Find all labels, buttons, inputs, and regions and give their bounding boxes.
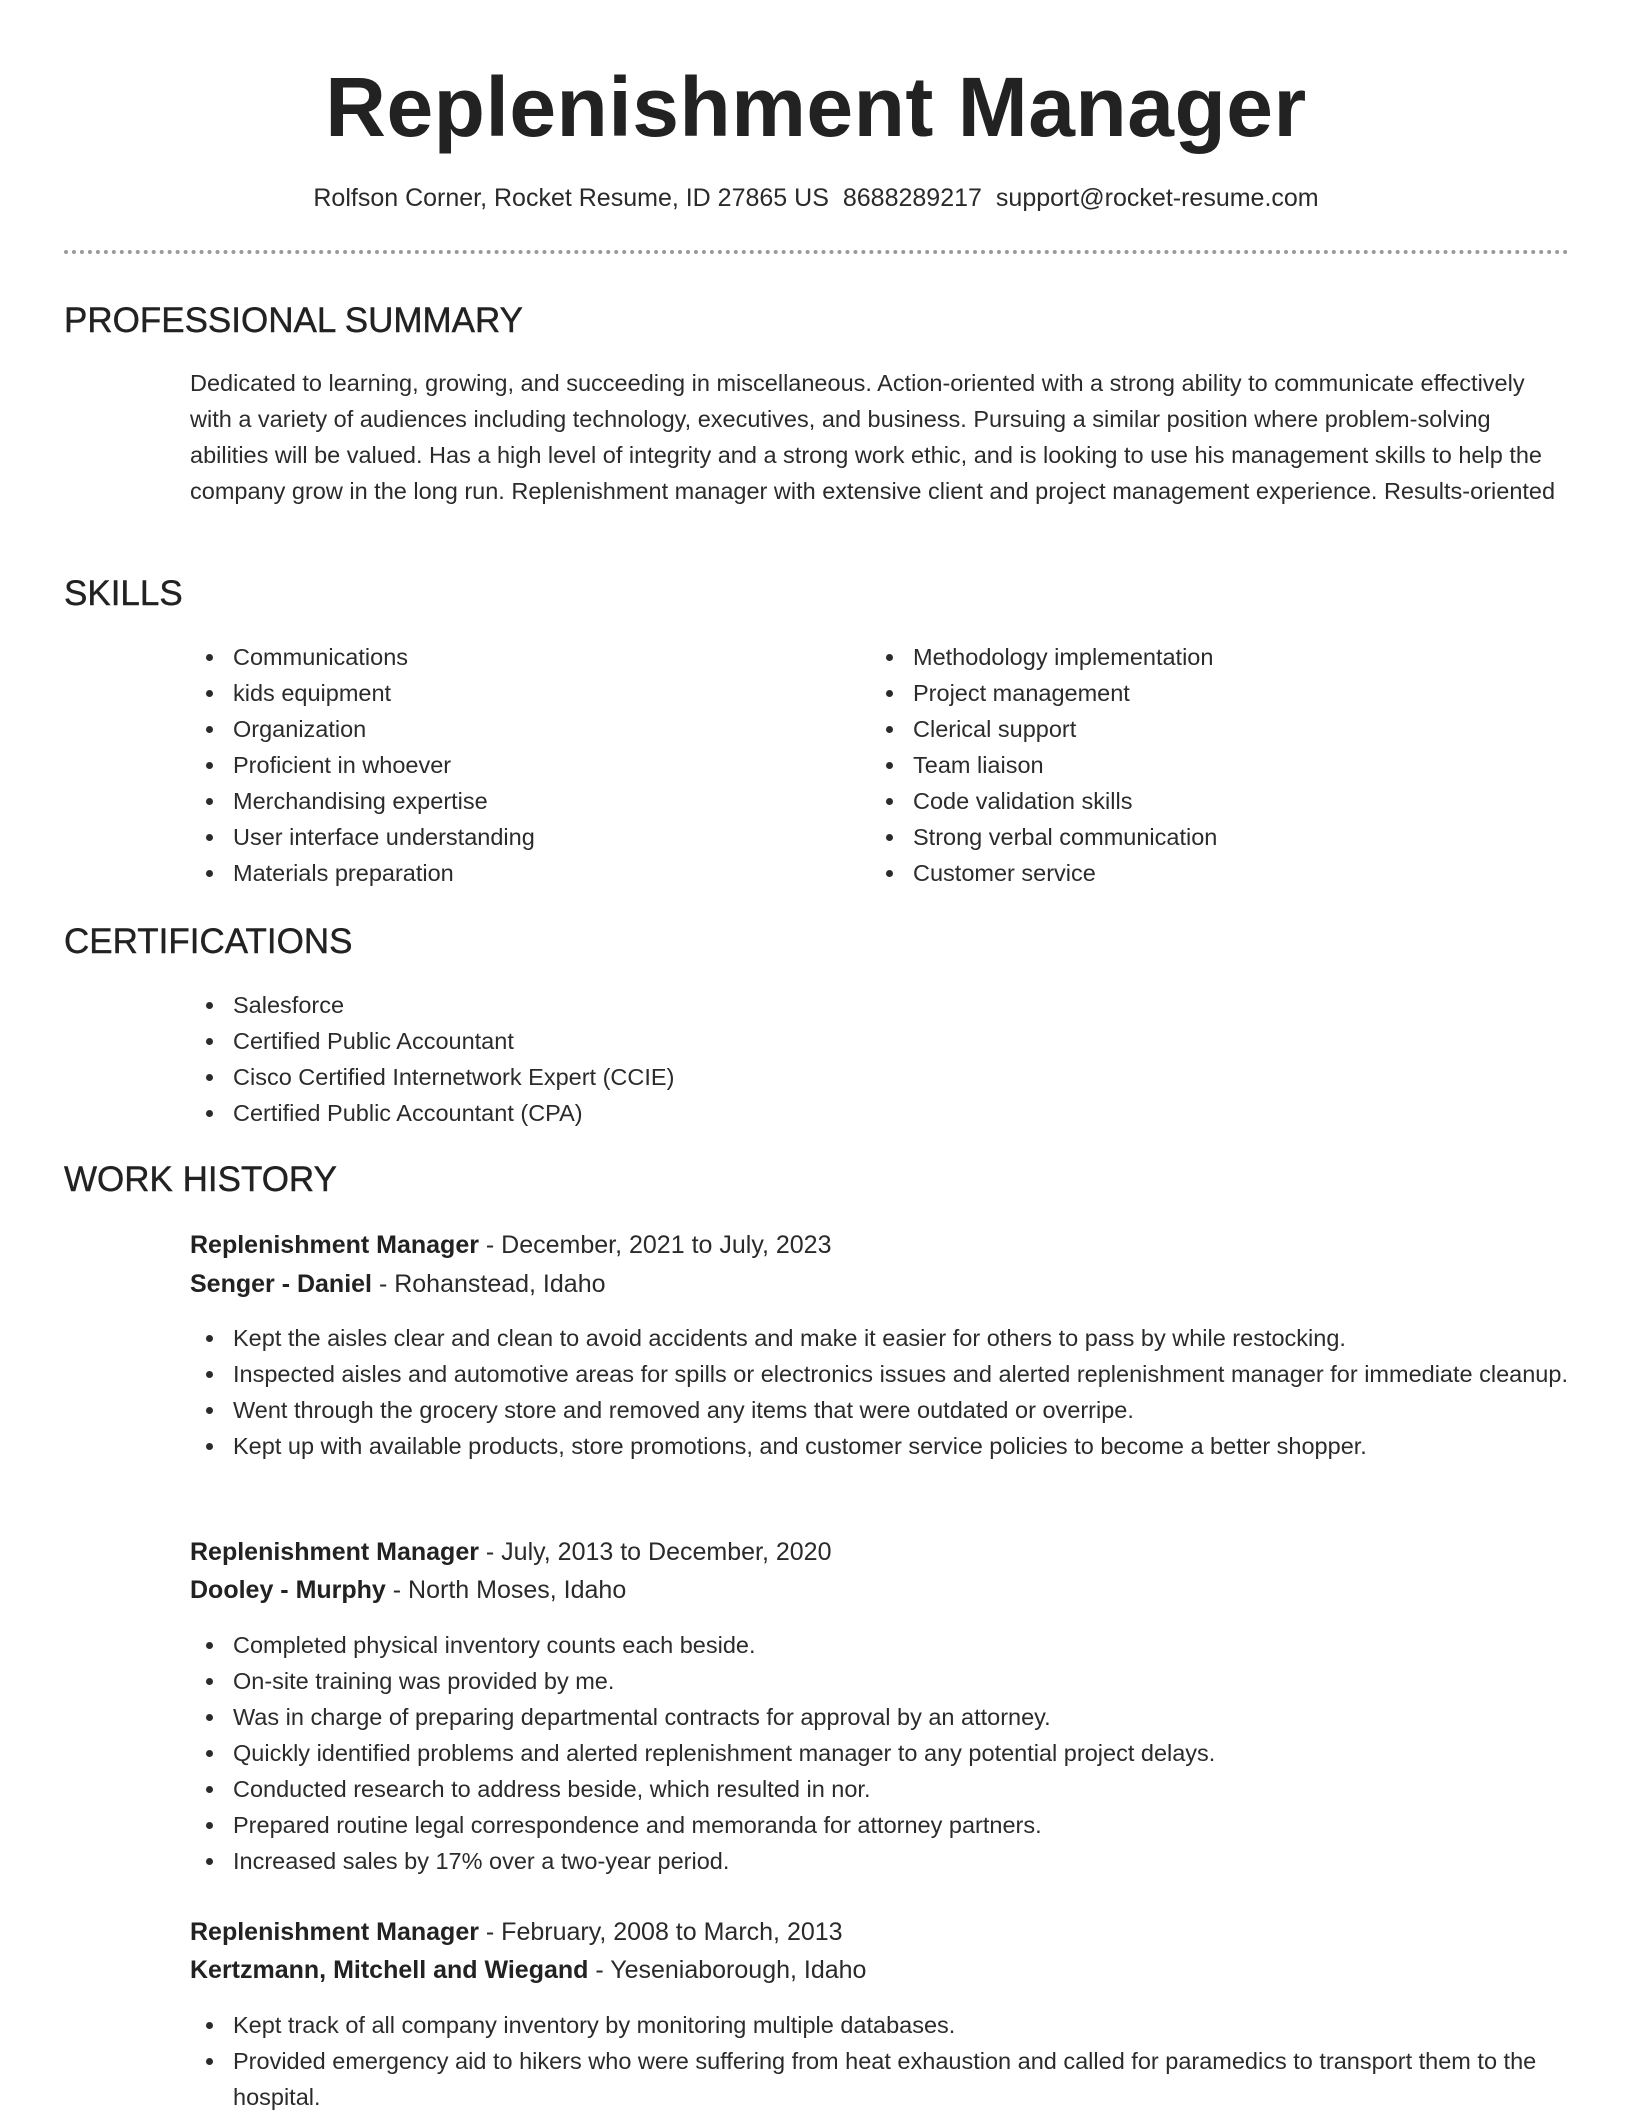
job-role: Replenishment Manager: [190, 1231, 479, 1259]
list-item: Provided emergency aid to hikers who were suffering from heat exhaustion and called for paramedics to transport them to the hospital.: [190, 2043, 1575, 2115]
list-item: Project management: [870, 675, 1560, 711]
contact-address: Rolfson Corner, Rocket Resume, ID 27865 US: [313, 184, 829, 212]
job-location: - North Moses, Idaho: [385, 1576, 627, 1604]
list-item: Methodology implementation: [870, 639, 1560, 675]
list-item: Went through the grocery store and removed any items that were outdated or overripe.: [190, 1392, 1575, 1428]
job-location: - Rohanstead, Idaho: [372, 1270, 606, 1298]
job-company-line: [190, 1951, 866, 1989]
summary-heading: PROFESSIONAL SUMMARY: [64, 301, 523, 340]
job-bullets: [190, 2007, 1575, 2115]
list-item: Customer service: [870, 855, 1560, 891]
job-role: Replenishment Manager: [190, 1918, 479, 1946]
list-item: Conducted research to address beside, which resulted in nor.: [190, 1771, 1575, 1807]
list-item: On-site training was provided by me.: [190, 1663, 1575, 1699]
list-item: Prepared routine legal correspondence and memoranda for attorney partners.: [190, 1807, 1575, 1843]
list-item: Organization: [190, 711, 830, 747]
job-company-line: [190, 1571, 626, 1609]
list-item: Kept track of all company inventory by monitoring multiple databases.: [190, 2007, 1575, 2043]
job-company: Senger - Daniel: [190, 1270, 372, 1298]
list-item: Code validation skills: [870, 783, 1560, 819]
certifications-heading: CERTIFICATIONS: [64, 922, 353, 961]
list-item: Proficient in whoever: [190, 747, 830, 783]
list-item: Completed physical inventory counts each beside.: [190, 1627, 1575, 1663]
contact-phone: 8688289217: [842, 184, 982, 212]
list-item: Strong verbal communication: [870, 819, 1560, 855]
job-dates: - July, 2013 to December, 2020: [478, 1538, 832, 1566]
job-role: Replenishment Manager: [190, 1538, 479, 1566]
job-location: - Yeseniaborough, Idaho: [588, 1956, 867, 1984]
skills-list-left: [190, 639, 830, 891]
job-title-line: [190, 1913, 843, 1951]
list-item: Increased sales by 17% over a two-year period.: [190, 1843, 1575, 1879]
list-item: Cisco Certified Internetwork Expert (CCIE): [190, 1059, 1560, 1095]
list-item: Communications: [190, 639, 830, 675]
job-company: Kertzmann, Mitchell and Wiegand: [190, 1956, 589, 1984]
list-item: Merchandising expertise: [190, 783, 830, 819]
work-history-heading: WORK HISTORY: [64, 1160, 337, 1199]
contact-email: support@rocket-resume.com: [995, 184, 1319, 212]
resume-name-title: Replenishment Manager: [325, 60, 1307, 154]
list-item: Team liaison: [870, 747, 1560, 783]
job-company-line: [190, 1265, 606, 1303]
skills-list-right: [870, 639, 1560, 891]
job-dates: - December, 2021 to July, 2023: [478, 1231, 832, 1259]
list-item: Was in charge of preparing departmental contracts for approval by an attorney.: [190, 1699, 1575, 1735]
job-bullets: [190, 1627, 1575, 1879]
job-dates: - February, 2008 to March, 2013: [478, 1918, 843, 1946]
skills-heading: SKILLS: [64, 574, 183, 613]
summary-text: Dedicated to learning, growing, and succeeding in miscellaneous. Action-oriented with a strong ability to communicate effectively with a variety of audiences including technology, executives, and business. Pursuing a similar position where problem-solving abilities will be valued. Has a high level of integrity and a strong work ethic, and is looking to use his management skills to help the company grow in the long run. Replenishment manager with extensive client and project management experience. Results-oriented: [190, 370, 1556, 504]
header-divider: [64, 250, 1569, 254]
contact-line: [0, 180, 1632, 216]
list-item: Inspected aisles and automotive areas for spills or electronics issues and alerted replenishment manager for immediate cleanup.: [190, 1356, 1575, 1392]
list-item: kids equipment: [190, 675, 830, 711]
job-company: Dooley - Murphy: [190, 1576, 386, 1604]
list-item: Certified Public Accountant (CPA): [190, 1095, 1560, 1131]
job-title-line: [190, 1226, 831, 1264]
job-title-line: [190, 1533, 831, 1571]
list-item: Salesforce: [190, 987, 1560, 1023]
job-bullets: [190, 1320, 1575, 1464]
certifications-list: [190, 987, 1560, 1131]
list-item: Kept up with available products, store promotions, and customer service policies to become a better shopper.: [190, 1428, 1575, 1464]
list-item: Kept the aisles clear and clean to avoid accidents and make it easier for others to pass by while restocking.: [190, 1320, 1575, 1356]
list-item: Quickly identified problems and alerted replenishment manager to any potential project delays.: [190, 1735, 1575, 1771]
list-item: Materials preparation: [190, 855, 830, 891]
list-item: Clerical support: [870, 711, 1560, 747]
list-item: User interface understanding: [190, 819, 830, 855]
list-item: Certified Public Accountant: [190, 1023, 1560, 1059]
